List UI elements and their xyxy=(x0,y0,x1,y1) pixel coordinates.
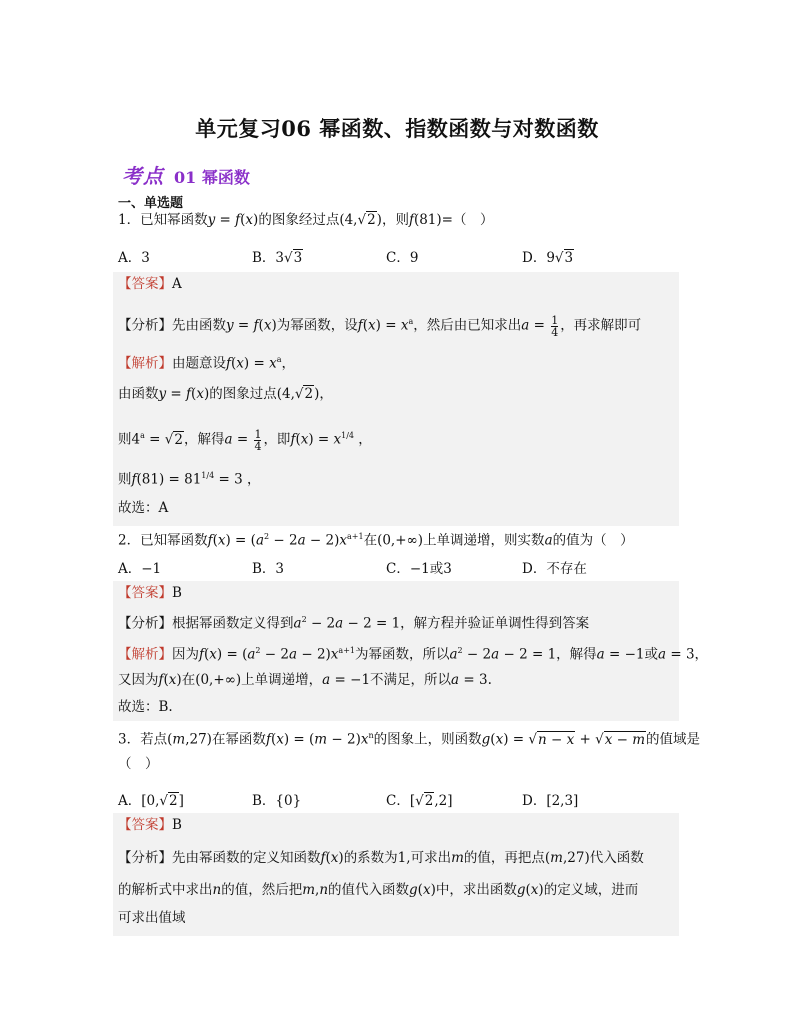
q3-option-a: A．[0,√2] xyxy=(118,793,184,809)
q1-answer: 【答案】A xyxy=(118,276,182,292)
q2-option-c: C．−1或3 xyxy=(386,561,452,577)
q3-analysis-line2: 的解析式中求出n的值，然后把m,n的值代入函数g(x)中，求出函数g(x)的定义域，进而 xyxy=(118,882,639,898)
topic-text: 01 幂函数 xyxy=(174,168,250,187)
q3-solution-block xyxy=(113,813,679,936)
q2-conclusion: 故选：B. xyxy=(118,699,173,715)
q2-option-a: A．−1 xyxy=(118,561,162,577)
q2-solution-line1: 【解析】因为$f(x) = (a^2 - 2a - 2)x^{a+1}$为幂函数，所以$a^2 - 2a - 2 = 1$，解得a = −1或a = 3， xyxy=(118,646,709,663)
q1-option-c: C．9 xyxy=(386,250,419,266)
q3-option-c: C．[√2,2] xyxy=(386,793,453,809)
q3-answer: 【答案】B xyxy=(118,817,182,833)
q3-stem: 3．若点(m,27)在幂函数$f(x) = (m - 2)x^n$的图象上，则函数g(x) = √n − x + √x − m的值域是 xyxy=(118,731,701,748)
q3-option-b: B．{0} xyxy=(252,793,302,809)
q1-solution-line4: 则$f(81) = 81^{1/4} = 3$ ， xyxy=(118,471,261,488)
topic-heading xyxy=(122,160,250,189)
q1-stem: 1．已知幂函数y = f(x)的图象经过点(4,√2)，则f(81)=（ ） xyxy=(118,212,494,228)
q3-analysis-line3: 可求出值域 xyxy=(118,910,186,926)
q1-option-d: D．9√3 xyxy=(522,250,574,266)
q2-answer: 【答案】B xyxy=(118,585,182,601)
q1-solution-line2: 由函数y = f(x)的图象过点(4,√2)， xyxy=(118,386,333,402)
q3-option-d: D．[2,3] xyxy=(522,793,579,809)
q1-option-b: B．3√3 xyxy=(252,250,303,266)
topic-tag: 考点 xyxy=(122,164,164,188)
q2-analysis: 【分析】根据幂函数定义得到$a^2 - 2a - 2 = 1$，解方程并验证单调性得到答案 xyxy=(118,615,590,632)
q1-option-a: A．3 xyxy=(118,250,150,266)
q1-analysis: 【分析】先由函数y = f(x)为幂函数，设$f(x) = x^a$，然后由已知求出a = $\frac{1}{4}$ ，再求解即可 xyxy=(118,313,642,339)
q3-analysis-line1: 【分析】先由幂函数的定义知函数f(x)的系数为1,可求出m的值，再把点(m,27)代入函数 xyxy=(118,850,644,866)
q1-solution-line1: 【解析】由题意设$f(x) = x^a$， xyxy=(118,355,295,372)
q2-option-b: B．3 xyxy=(252,561,285,577)
q2-stem: 2．已知幂函数$f(x) = (a^2 - 2a - 2)x^{a+1}$在(0,+∞)上单调递增，则实数a的值为（ ） xyxy=(118,532,634,549)
q3-stem-end: （ ） xyxy=(118,756,159,772)
q2-option-d: D．不存在 xyxy=(522,561,587,577)
q2-solution-line2: 又因为f(x)在(0,+∞)上单调递增，a = −1不满足，所以a = 3. xyxy=(118,672,492,688)
section-heading: 一、单选题 xyxy=(118,196,184,211)
q1-conclusion: 故选：A xyxy=(118,500,169,516)
q1-solution-line3: 则$4^a = √2$，解得a = $\frac{1}{4}$ ，即$f(x) = x^{1/4}$ ， xyxy=(118,427,372,453)
page-title: 单元复习06 幂函数、指数函数与对数函数 xyxy=(195,116,599,141)
